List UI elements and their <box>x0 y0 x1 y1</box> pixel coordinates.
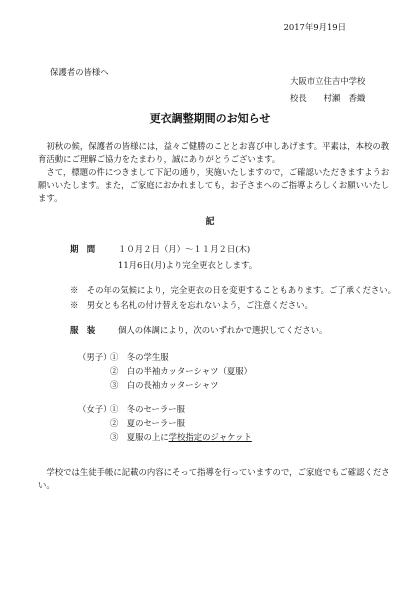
boys-label: （男子） <box>78 352 112 362</box>
ki-heading: 記 <box>205 217 215 227</box>
page-title: 更衣調整期間のお知らせ <box>149 112 271 125</box>
note-nametag: ※ 男女とも名札の付け替えを忘れないよう，ご注意ください。 <box>70 300 313 310</box>
note-weather: ※ その年の気候により，完全更衣の日を変更することもあります。ご了承ください。 <box>70 285 396 295</box>
period-completion: 11月6日(月)より完全更衣とします。 <box>118 260 258 270</box>
list-item: ③ 白の長袖カッターシャツ <box>110 380 219 390</box>
period-label: 期 間 <box>70 244 96 254</box>
greeting-paragraph: 初秋の候，保護者の皆様には，益々ご健勝のこととお喜び申しあげます。平素は，本校の教育活動にご理解ご協力をたまわり，誠にありがとうございます。 <box>38 141 390 164</box>
request-paragraph: さて，標題の件につきまして下記の通り，実施いたしますので，ご確認いただきますようお願いいたします。また，ご家庭におかれましても，お子さまへのご指導よろしくお願いいたします。 <box>38 167 390 203</box>
list-item: ① 冬の学生服 <box>110 352 169 362</box>
school-name: 大阪市立住吉中学校 <box>290 76 366 86</box>
clothing-label: 服 装 <box>70 325 96 335</box>
list-item: ① 冬のセーラー服 <box>110 404 186 414</box>
recipient: 保護者の皆様へ <box>50 67 109 77</box>
period-dates: １０月２日（月）～１１月２日(木) <box>118 244 251 254</box>
principal-name: 校長 村瀬 香織 <box>290 93 366 103</box>
date: 2017年9月19日 <box>283 22 346 32</box>
jacket-text: 学校指定のジャケット <box>168 432 252 442</box>
list-item-text: ③ 夏服の上に <box>110 432 169 442</box>
list-item <box>110 432 252 443</box>
list-item: ② 夏のセーラー服 <box>110 418 186 428</box>
closing-paragraph: 学校では生徒手帳に記載の内容にそって指導を行っていますので，ご家庭でもご確認ください。 <box>38 467 390 490</box>
girls-label: （女子） <box>78 404 112 414</box>
list-item: ② 白の半袖カッターシャツ（夏服） <box>110 366 252 376</box>
clothing-instruction: 個人の体調により，次のいずれかで選択してください。 <box>118 325 328 335</box>
